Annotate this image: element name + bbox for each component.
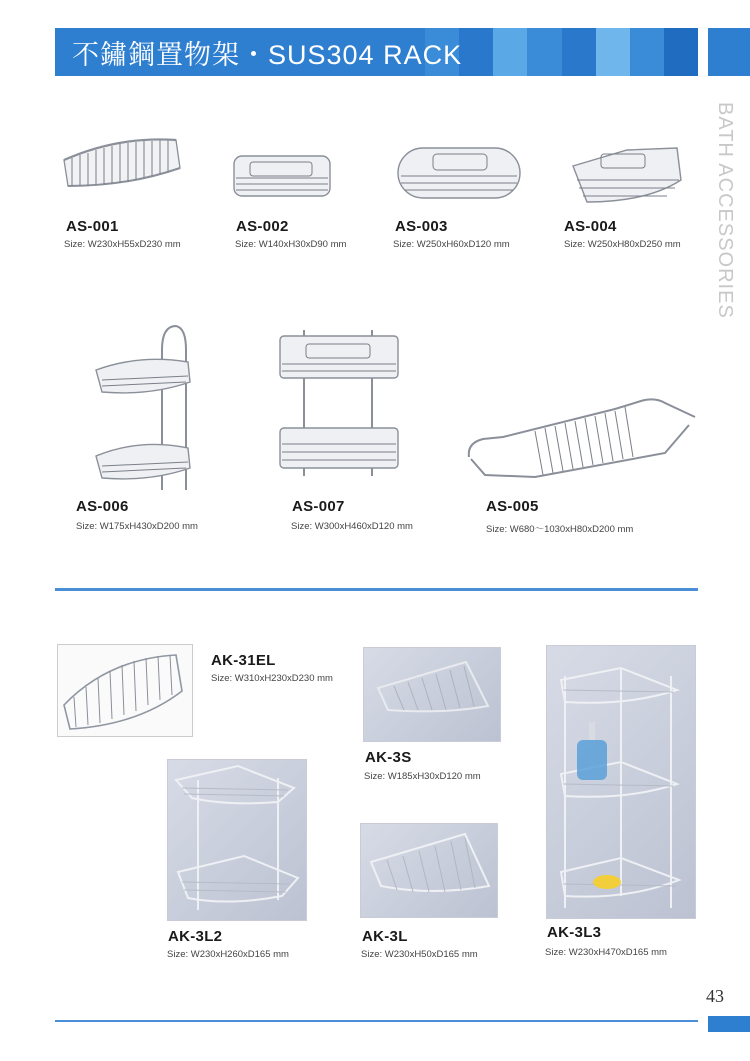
product-size: Size: W230xH260xD165 mm: [167, 949, 289, 960]
product-image-as-007: [276, 326, 404, 484]
three-tier-basket-illustration: [547, 646, 695, 918]
product-photo-ak-3s: [363, 647, 501, 742]
product-size: Size: W140xH30xD90 mm: [235, 239, 347, 250]
page-number: 43: [706, 986, 724, 1006]
product-size: Size: W300xH460xD120 mm: [291, 521, 413, 532]
page-title: 不鏽鋼置物架・SUS304 RACK: [72, 40, 463, 70]
product-code: AS-005: [486, 498, 539, 515]
product-photo-ak-3l2: [167, 759, 307, 921]
product-code: AK-3L3: [547, 924, 602, 941]
product-size: Size: W250xH80xD250 mm: [564, 239, 681, 250]
product-image-as-001: [58, 128, 188, 198]
header-stripe: [562, 28, 596, 76]
product-code: AS-006: [76, 498, 129, 515]
header-stripe: [664, 28, 698, 76]
product-size: Size: W230xH50xD165 mm: [361, 949, 478, 960]
footer-divider: [55, 1020, 698, 1022]
header-stripe: [630, 28, 664, 76]
section-divider: [55, 588, 698, 591]
header-stripe: [527, 28, 561, 76]
product-size: Size: W175xH430xD200 mm: [76, 521, 198, 532]
product-image-as-004: [567, 140, 687, 210]
product-code: AS-001: [66, 218, 119, 235]
product-code: AS-004: [564, 218, 617, 235]
product-code: AK-31EL: [211, 652, 276, 669]
product-code: AS-003: [395, 218, 448, 235]
soap-dispenser-pump: [589, 722, 595, 740]
footer-corner-tab: [708, 1016, 750, 1032]
product-image-as-003: [393, 138, 525, 206]
product-size: Size: W250xH60xD120 mm: [393, 239, 510, 250]
corner-basket-illustration: [58, 645, 192, 736]
header-stripe: [596, 28, 630, 76]
product-photo-ak-3l3: [546, 645, 696, 919]
header-stripe: [493, 28, 527, 76]
header-corner-tab: [708, 28, 750, 76]
soap-bar: [593, 875, 621, 889]
product-size: Size: W230xH470xD165 mm: [545, 947, 667, 958]
side-label: [705, 100, 745, 330]
product-code: AK-3L: [362, 928, 408, 945]
product-image-as-002: [228, 148, 338, 203]
corner-basket-illustration: [361, 824, 497, 917]
header-stripe: [459, 28, 493, 76]
product-code: AK-3L2: [168, 928, 223, 945]
product-image-as-005: [465, 395, 701, 485]
side-label-text: BATH ACCESSORIES: [714, 102, 736, 319]
product-image-as-006: [90, 320, 202, 500]
two-tier-basket-illustration: [168, 760, 306, 920]
soap-dispenser-bottle: [577, 740, 607, 780]
product-code: AK-3S: [365, 749, 412, 766]
product-size: Size: W310xH230xD230 mm: [211, 673, 333, 684]
product-code: AS-002: [236, 218, 289, 235]
product-size: Size: W230xH55xD230 mm: [64, 239, 181, 250]
product-photo-ak-31el: [57, 644, 193, 737]
product-photo-ak-3l: [360, 823, 498, 918]
product-code: AS-007: [292, 498, 345, 515]
product-size: Size: W680～1030xH80xD200 mm: [486, 524, 634, 535]
corner-basket-illustration: [364, 648, 500, 741]
product-size: Size: W185xH30xD120 mm: [364, 771, 481, 782]
